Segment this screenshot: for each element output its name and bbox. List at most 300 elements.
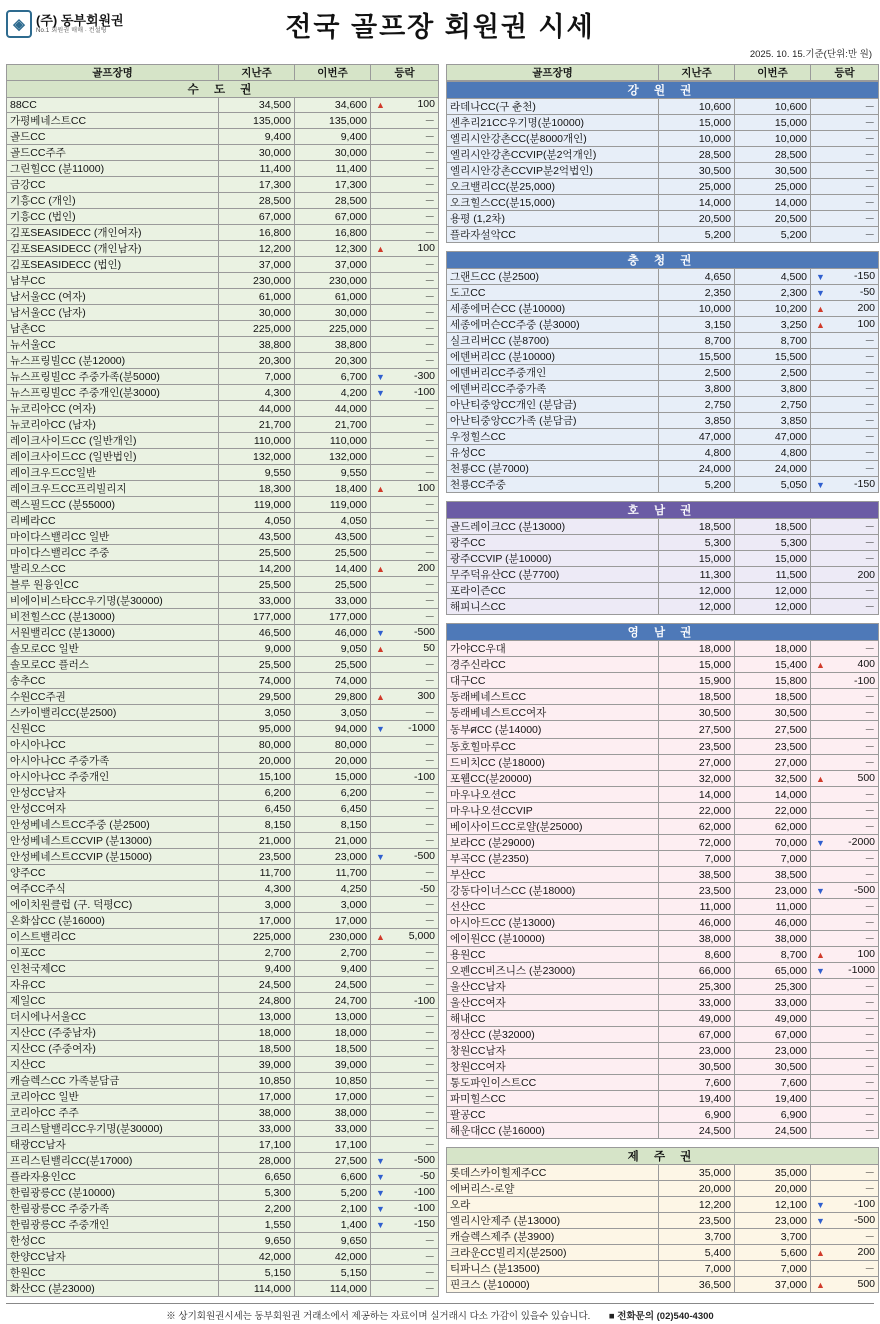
table-row[interactable] (447, 705, 879, 721)
change-cell: ▼ -500 (371, 1153, 439, 1169)
course-name-cell: 제일CC (7, 993, 219, 1009)
table-row[interactable] (7, 465, 439, 481)
arrow-down-icon: ▼ (816, 885, 825, 896)
change-cell: － (811, 1043, 879, 1059)
table-row[interactable] (7, 481, 439, 497)
table-row[interactable] (447, 227, 879, 243)
table-row[interactable] (447, 1181, 879, 1197)
last-week-cell: 230,000 (219, 273, 295, 289)
change-cell: － (371, 817, 439, 833)
arrow-up-icon: ▲ (376, 243, 385, 254)
change-cell: － (371, 529, 439, 545)
table-row[interactable] (447, 1011, 879, 1027)
table-row[interactable] (7, 913, 439, 929)
table-row[interactable] (7, 129, 439, 145)
table-row[interactable] (447, 429, 879, 445)
table-row[interactable] (7, 833, 439, 849)
table-row[interactable] (7, 977, 439, 993)
this-week-cell: 30,500 (735, 1059, 811, 1075)
table-row[interactable] (447, 1165, 879, 1181)
table-row[interactable] (7, 1009, 439, 1025)
table-row[interactable] (7, 1025, 439, 1041)
last-week-cell: 25,500 (219, 657, 295, 673)
table-row[interactable] (447, 163, 879, 179)
region-label: 수 도 권 (7, 81, 439, 98)
table-row[interactable] (7, 433, 439, 449)
last-week-cell: 8,700 (659, 333, 735, 349)
course-name-cell: 인천국제CC (7, 961, 219, 977)
table-row[interactable] (447, 899, 879, 915)
table-row[interactable] (447, 519, 879, 535)
last-week-cell: 20,000 (659, 1181, 735, 1197)
table-row[interactable] (447, 1043, 879, 1059)
this-week-cell: 23,500 (735, 739, 811, 755)
table-row[interactable] (7, 337, 439, 353)
last-week-cell: 33,000 (659, 995, 735, 1011)
course-name-cell: 남부CC (7, 273, 219, 289)
this-week-cell: 35,000 (735, 1165, 811, 1181)
change-cell: ▼ -1000 (371, 721, 439, 737)
arrow-up-icon: ▲ (376, 563, 385, 574)
change-cell: － (371, 177, 439, 193)
table-row[interactable] (7, 497, 439, 513)
table-row[interactable] (447, 835, 879, 851)
this-week-cell: 3,250 (735, 317, 811, 333)
this-week-cell: 38,000 (295, 1105, 371, 1121)
this-week-cell: 25,500 (295, 545, 371, 561)
last-week-cell: 17,000 (219, 913, 295, 929)
table-row[interactable] (7, 321, 439, 337)
table-row[interactable] (7, 929, 439, 945)
this-week-cell: 2,300 (735, 285, 811, 301)
table-row[interactable] (7, 113, 439, 129)
course-name-cell: 롯데스카이힐제주CC (447, 1165, 659, 1181)
change-cell: － (371, 753, 439, 769)
change-cell: － (371, 1025, 439, 1041)
change-cell: － (371, 833, 439, 849)
course-name-cell: 선산CC (447, 899, 659, 915)
change-cell: ▲ 100 (371, 98, 439, 113)
table-row[interactable] (7, 98, 439, 113)
table-row[interactable] (7, 641, 439, 657)
this-week-cell: 33,000 (735, 995, 811, 1011)
table-row[interactable] (447, 301, 879, 317)
table-row[interactable] (7, 1073, 439, 1089)
last-week-cell: 38,500 (659, 867, 735, 883)
change-cell: ▲ 200 (811, 301, 879, 317)
table-row[interactable] (447, 1123, 879, 1139)
table-row[interactable] (7, 401, 439, 417)
arrow-up-icon: ▲ (376, 931, 385, 942)
course-name-cell: 크리스탈밸리CC우기명(분30000) (7, 1121, 219, 1137)
table-row[interactable] (7, 1153, 439, 1169)
arrow-down-icon: ▼ (376, 1203, 385, 1214)
table-row[interactable] (7, 1105, 439, 1121)
this-week-cell: 11,000 (735, 899, 811, 915)
course-name-cell: 세종에머슨CC (분10000) (447, 301, 659, 317)
this-week-cell: 18,000 (735, 641, 811, 657)
company-name: (주) 동부회원권 (36, 13, 124, 29)
table-row[interactable] (7, 689, 439, 705)
table-row[interactable] (447, 963, 879, 979)
last-week-cell: 10,850 (219, 1073, 295, 1089)
last-week-cell: 34,500 (219, 98, 295, 113)
table-row[interactable] (447, 803, 879, 819)
course-name-cell: 온화삼CC (분16000) (7, 913, 219, 929)
course-name-cell: 아시아나CC 주중개인 (7, 769, 219, 785)
table-row[interactable] (447, 1277, 879, 1293)
table-row[interactable] (7, 241, 439, 257)
arrow-up-icon: ▲ (376, 100, 385, 110)
table-row[interactable] (447, 755, 879, 771)
change-cell: ▼ -150 (811, 269, 879, 285)
table-row[interactable] (447, 333, 879, 349)
course-name-cell: 김포SEASIDECC (개인남자) (7, 241, 219, 257)
this-week-cell: 2,700 (295, 945, 371, 961)
this-week-cell: 2,750 (735, 397, 811, 413)
change-cell: － (371, 193, 439, 209)
table-row[interactable] (7, 1217, 439, 1233)
left-table-header-row (7, 65, 439, 81)
last-week-cell: 110,000 (219, 433, 295, 449)
table-row[interactable] (7, 737, 439, 753)
change-cell: － (811, 1027, 879, 1043)
table-row[interactable] (7, 545, 439, 561)
table-row[interactable] (447, 583, 879, 599)
change-cell: － (371, 737, 439, 753)
change-cell: － (811, 599, 879, 615)
change-cell: － (811, 1107, 879, 1123)
table-row[interactable] (447, 979, 879, 995)
table-row[interactable] (447, 851, 879, 867)
table-row[interactable] (447, 657, 879, 673)
last-week-cell: 24,500 (659, 1123, 735, 1139)
table-row[interactable] (447, 819, 879, 835)
table-row[interactable] (7, 593, 439, 609)
table-row[interactable] (7, 449, 439, 465)
table-row[interactable] (447, 131, 879, 147)
table-row[interactable] (7, 817, 439, 833)
this-week-cell: 4,800 (735, 445, 811, 461)
table-row[interactable] (447, 1213, 879, 1229)
table-row[interactable] (7, 305, 439, 321)
table-row[interactable] (7, 1057, 439, 1073)
table-row[interactable] (447, 883, 879, 899)
table-row[interactable] (7, 289, 439, 305)
table-row[interactable] (447, 477, 879, 493)
table-row[interactable] (447, 461, 879, 477)
change-cell: － (811, 461, 879, 477)
table-row[interactable] (447, 99, 879, 115)
change-cell: － (371, 1265, 439, 1281)
table-row[interactable] (447, 1261, 879, 1277)
course-name-cell: 통도파인이스트CC (447, 1075, 659, 1091)
table-row[interactable] (7, 385, 439, 401)
table-row[interactable] (447, 1229, 879, 1245)
table-row[interactable] (447, 1059, 879, 1075)
table-row[interactable] (447, 641, 879, 657)
course-name-cell: 아시아드CC (분13000) (447, 915, 659, 931)
table-row[interactable] (7, 993, 439, 1009)
last-week-cell: 28,500 (659, 147, 735, 163)
change-cell: － (371, 433, 439, 449)
table-row[interactable] (7, 1233, 439, 1249)
table-row[interactable] (7, 369, 439, 385)
this-week-cell: 15,400 (735, 657, 811, 673)
table-row[interactable] (7, 1249, 439, 1265)
this-week-cell: 15,500 (735, 349, 811, 365)
table-row[interactable] (447, 867, 879, 883)
table-row[interactable] (7, 1121, 439, 1137)
course-name-cell: 김포SEASIDECC (법인) (7, 257, 219, 273)
table-row[interactable] (7, 849, 439, 865)
table-row[interactable] (447, 689, 879, 705)
table-row[interactable] (447, 567, 879, 583)
table-row[interactable] (7, 577, 439, 593)
table-row[interactable] (447, 365, 879, 381)
table-row[interactable] (7, 513, 439, 529)
change-cell: ▼ -500 (811, 1213, 879, 1229)
course-name-cell: 용원CC (447, 947, 659, 963)
table-row[interactable] (7, 673, 439, 689)
table-row[interactable] (7, 417, 439, 433)
table-row[interactable] (447, 1107, 879, 1123)
course-name-cell: 가평베네스트CC (7, 113, 219, 129)
right-header-table (446, 64, 879, 81)
last-week-cell: 80,000 (219, 737, 295, 753)
table-row[interactable] (7, 961, 439, 977)
table-row[interactable] (447, 721, 879, 739)
this-week-cell: 12,000 (735, 583, 811, 599)
change-cell: － (811, 551, 879, 567)
table-row[interactable] (447, 673, 879, 689)
course-name-cell: 라데나CC(구 춘천) (447, 99, 659, 115)
table-row[interactable] (7, 753, 439, 769)
table-row[interactable] (7, 193, 439, 209)
last-week-cell: 7,000 (219, 369, 295, 385)
change-cell: － (371, 273, 439, 289)
region-header-row (447, 1148, 879, 1165)
course-name-cell: 프리스틴밸리CC(분17000) (7, 1153, 219, 1169)
last-week-cell: 6,650 (219, 1169, 295, 1185)
table-row[interactable] (447, 915, 879, 931)
table-row[interactable] (447, 995, 879, 1011)
last-week-cell: 225,000 (219, 929, 295, 945)
table-row[interactable] (447, 195, 879, 211)
table-row[interactable] (447, 397, 879, 413)
last-week-cell: 17,100 (219, 1137, 295, 1153)
course-name-cell: 세종에머슨CC주중 (분3000) (447, 317, 659, 333)
last-week-cell: 6,200 (219, 785, 295, 801)
table-row[interactable] (7, 705, 439, 721)
table-row[interactable] (7, 657, 439, 673)
this-week-cell: 18,500 (735, 519, 811, 535)
table-row[interactable] (7, 209, 439, 225)
table-row[interactable] (7, 625, 439, 641)
this-week-cell: 65,000 (735, 963, 811, 979)
this-week-cell: 8,150 (295, 817, 371, 833)
last-week-cell: 18,300 (219, 481, 295, 497)
table-row[interactable] (447, 381, 879, 397)
arrow-up-icon: ▲ (376, 643, 385, 654)
table-row[interactable] (7, 1041, 439, 1057)
table-row[interactable] (447, 349, 879, 365)
arrow-up-icon: ▲ (376, 483, 385, 494)
course-name-cell: 레이크사이드CC (일반개인) (7, 433, 219, 449)
course-name-cell: 무주덕유산CC (분7700) (447, 567, 659, 583)
table-row[interactable] (447, 211, 879, 227)
table-row[interactable] (447, 445, 879, 461)
table-row[interactable] (447, 787, 879, 803)
last-week-cell: 135,000 (219, 113, 295, 129)
course-name-cell: 안성베네스트CCVIP (분13000) (7, 833, 219, 849)
table-row[interactable] (447, 115, 879, 131)
this-week-cell: 9,650 (295, 1233, 371, 1249)
arrow-down-icon: ▼ (376, 387, 385, 398)
change-cell: -50 (371, 881, 439, 897)
change-cell: － (811, 721, 879, 739)
course-name-cell: 천룡CC (분7000) (447, 461, 659, 477)
table-row[interactable] (447, 551, 879, 567)
table-row[interactable] (7, 561, 439, 577)
course-name-cell: 캐슬렉스CC 가족분담금 (7, 1073, 219, 1089)
this-week-cell: 23,000 (295, 849, 371, 865)
course-name-cell: 기흥CC (개인) (7, 193, 219, 209)
course-name-cell: 해내CC (447, 1011, 659, 1027)
course-name-cell: 이스트밸리CC (7, 929, 219, 945)
last-week-cell: 23,500 (659, 883, 735, 899)
table-row[interactable] (447, 179, 879, 195)
change-cell: － (811, 899, 879, 915)
course-name-cell: 플라자용인CC (7, 1169, 219, 1185)
table-row[interactable] (7, 1169, 439, 1185)
last-week-cell: 15,900 (659, 673, 735, 689)
table-row[interactable] (447, 269, 879, 285)
table-row[interactable] (447, 599, 879, 615)
course-name-cell: 안성베네스트CC주중 (분2500) (7, 817, 219, 833)
table-row[interactable] (447, 1197, 879, 1213)
header-change: 등락 (811, 65, 879, 81)
table-row[interactable] (7, 145, 439, 161)
change-cell: ▲ 50 (371, 641, 439, 657)
last-week-cell: 74,000 (219, 673, 295, 689)
course-name-cell: 기흥CC (법인) (7, 209, 219, 225)
last-week-cell: 47,000 (659, 429, 735, 445)
change-cell: － (811, 1091, 879, 1107)
table-row[interactable] (7, 945, 439, 961)
table-row[interactable] (447, 1075, 879, 1091)
table-row[interactable] (7, 1201, 439, 1217)
table-row[interactable] (7, 785, 439, 801)
table-row[interactable] (447, 1027, 879, 1043)
last-week-cell: 11,400 (219, 161, 295, 177)
last-week-cell: 18,500 (659, 519, 735, 535)
table-row[interactable] (7, 897, 439, 913)
this-week-cell: 32,500 (735, 771, 811, 787)
last-week-cell: 7,000 (659, 851, 735, 867)
table-row[interactable] (7, 801, 439, 817)
table-row[interactable] (447, 317, 879, 333)
table-row[interactable] (447, 947, 879, 963)
footer-phone: ■ 전화문의 (02)540-4300 (608, 1311, 714, 1322)
table-row[interactable] (7, 609, 439, 625)
table-row[interactable] (7, 257, 439, 273)
change-cell: － (371, 1009, 439, 1025)
this-week-cell: 22,000 (735, 803, 811, 819)
course-name-cell: 자유CC (7, 977, 219, 993)
table-row[interactable] (7, 1089, 439, 1105)
region-label: 제 주 권 (447, 1148, 879, 1165)
table-row[interactable] (7, 721, 439, 737)
course-name-cell: 안성CC여자 (7, 801, 219, 817)
table-row[interactable] (447, 1091, 879, 1107)
this-week-cell: 9,400 (295, 961, 371, 977)
last-week-cell: 3,000 (219, 897, 295, 913)
table-row[interactable] (447, 1245, 879, 1261)
table-row[interactable] (447, 413, 879, 429)
last-week-cell: 33,000 (219, 1121, 295, 1137)
table-row[interactable] (7, 529, 439, 545)
table-row[interactable] (7, 225, 439, 241)
table-row[interactable] (7, 769, 439, 785)
table-row[interactable] (7, 273, 439, 289)
this-week-cell: 27,500 (295, 1153, 371, 1169)
table-row[interactable] (7, 1265, 439, 1281)
table-row[interactable] (7, 881, 439, 897)
course-name-cell: 보라CC (분29000) (447, 835, 659, 851)
this-week-cell: 24,000 (735, 461, 811, 477)
table-row[interactable] (447, 535, 879, 551)
shield-logo-icon: ◈ (6, 10, 32, 38)
table-row[interactable] (7, 1137, 439, 1153)
this-week-cell: 10,850 (295, 1073, 371, 1089)
change-cell: － (371, 449, 439, 465)
this-week-cell: 23,000 (735, 883, 811, 899)
table-row[interactable] (447, 147, 879, 163)
table-row[interactable] (7, 865, 439, 881)
last-week-cell: 44,000 (219, 401, 295, 417)
table-row[interactable] (7, 1185, 439, 1201)
course-name-cell: 솔모로CC 플러스 (7, 657, 219, 673)
this-week-cell: 5,200 (295, 1185, 371, 1201)
table-row[interactable] (7, 177, 439, 193)
this-week-cell: 11,400 (295, 161, 371, 177)
this-week-cell: 49,000 (735, 1011, 811, 1027)
course-name-cell: 골드CC (7, 129, 219, 145)
change-cell: ▲ 200 (811, 1245, 879, 1261)
this-week-cell: 17,100 (295, 1137, 371, 1153)
table-row[interactable] (447, 931, 879, 947)
change-cell: － (811, 519, 879, 535)
last-week-cell: 67,000 (659, 1027, 735, 1043)
this-week-cell: 44,000 (295, 401, 371, 417)
course-name-cell: 한림광릉CC 주중개인 (7, 1217, 219, 1233)
course-name-cell: 엘리시안강촌CCVIP분2억법인) (447, 163, 659, 179)
change-cell: － (371, 1073, 439, 1089)
table-row[interactable] (447, 285, 879, 301)
table-row[interactable] (7, 353, 439, 369)
last-week-cell: 66,000 (659, 963, 735, 979)
last-week-cell: 18,500 (659, 689, 735, 705)
table-row[interactable] (7, 1281, 439, 1297)
table-row[interactable] (7, 161, 439, 177)
table-row[interactable] (447, 771, 879, 787)
this-week-cell: 135,000 (295, 113, 371, 129)
last-week-cell: 25,300 (659, 979, 735, 995)
table-row[interactable] (447, 739, 879, 755)
change-cell: ▼ -100 (371, 1185, 439, 1201)
last-week-cell: 29,500 (219, 689, 295, 705)
